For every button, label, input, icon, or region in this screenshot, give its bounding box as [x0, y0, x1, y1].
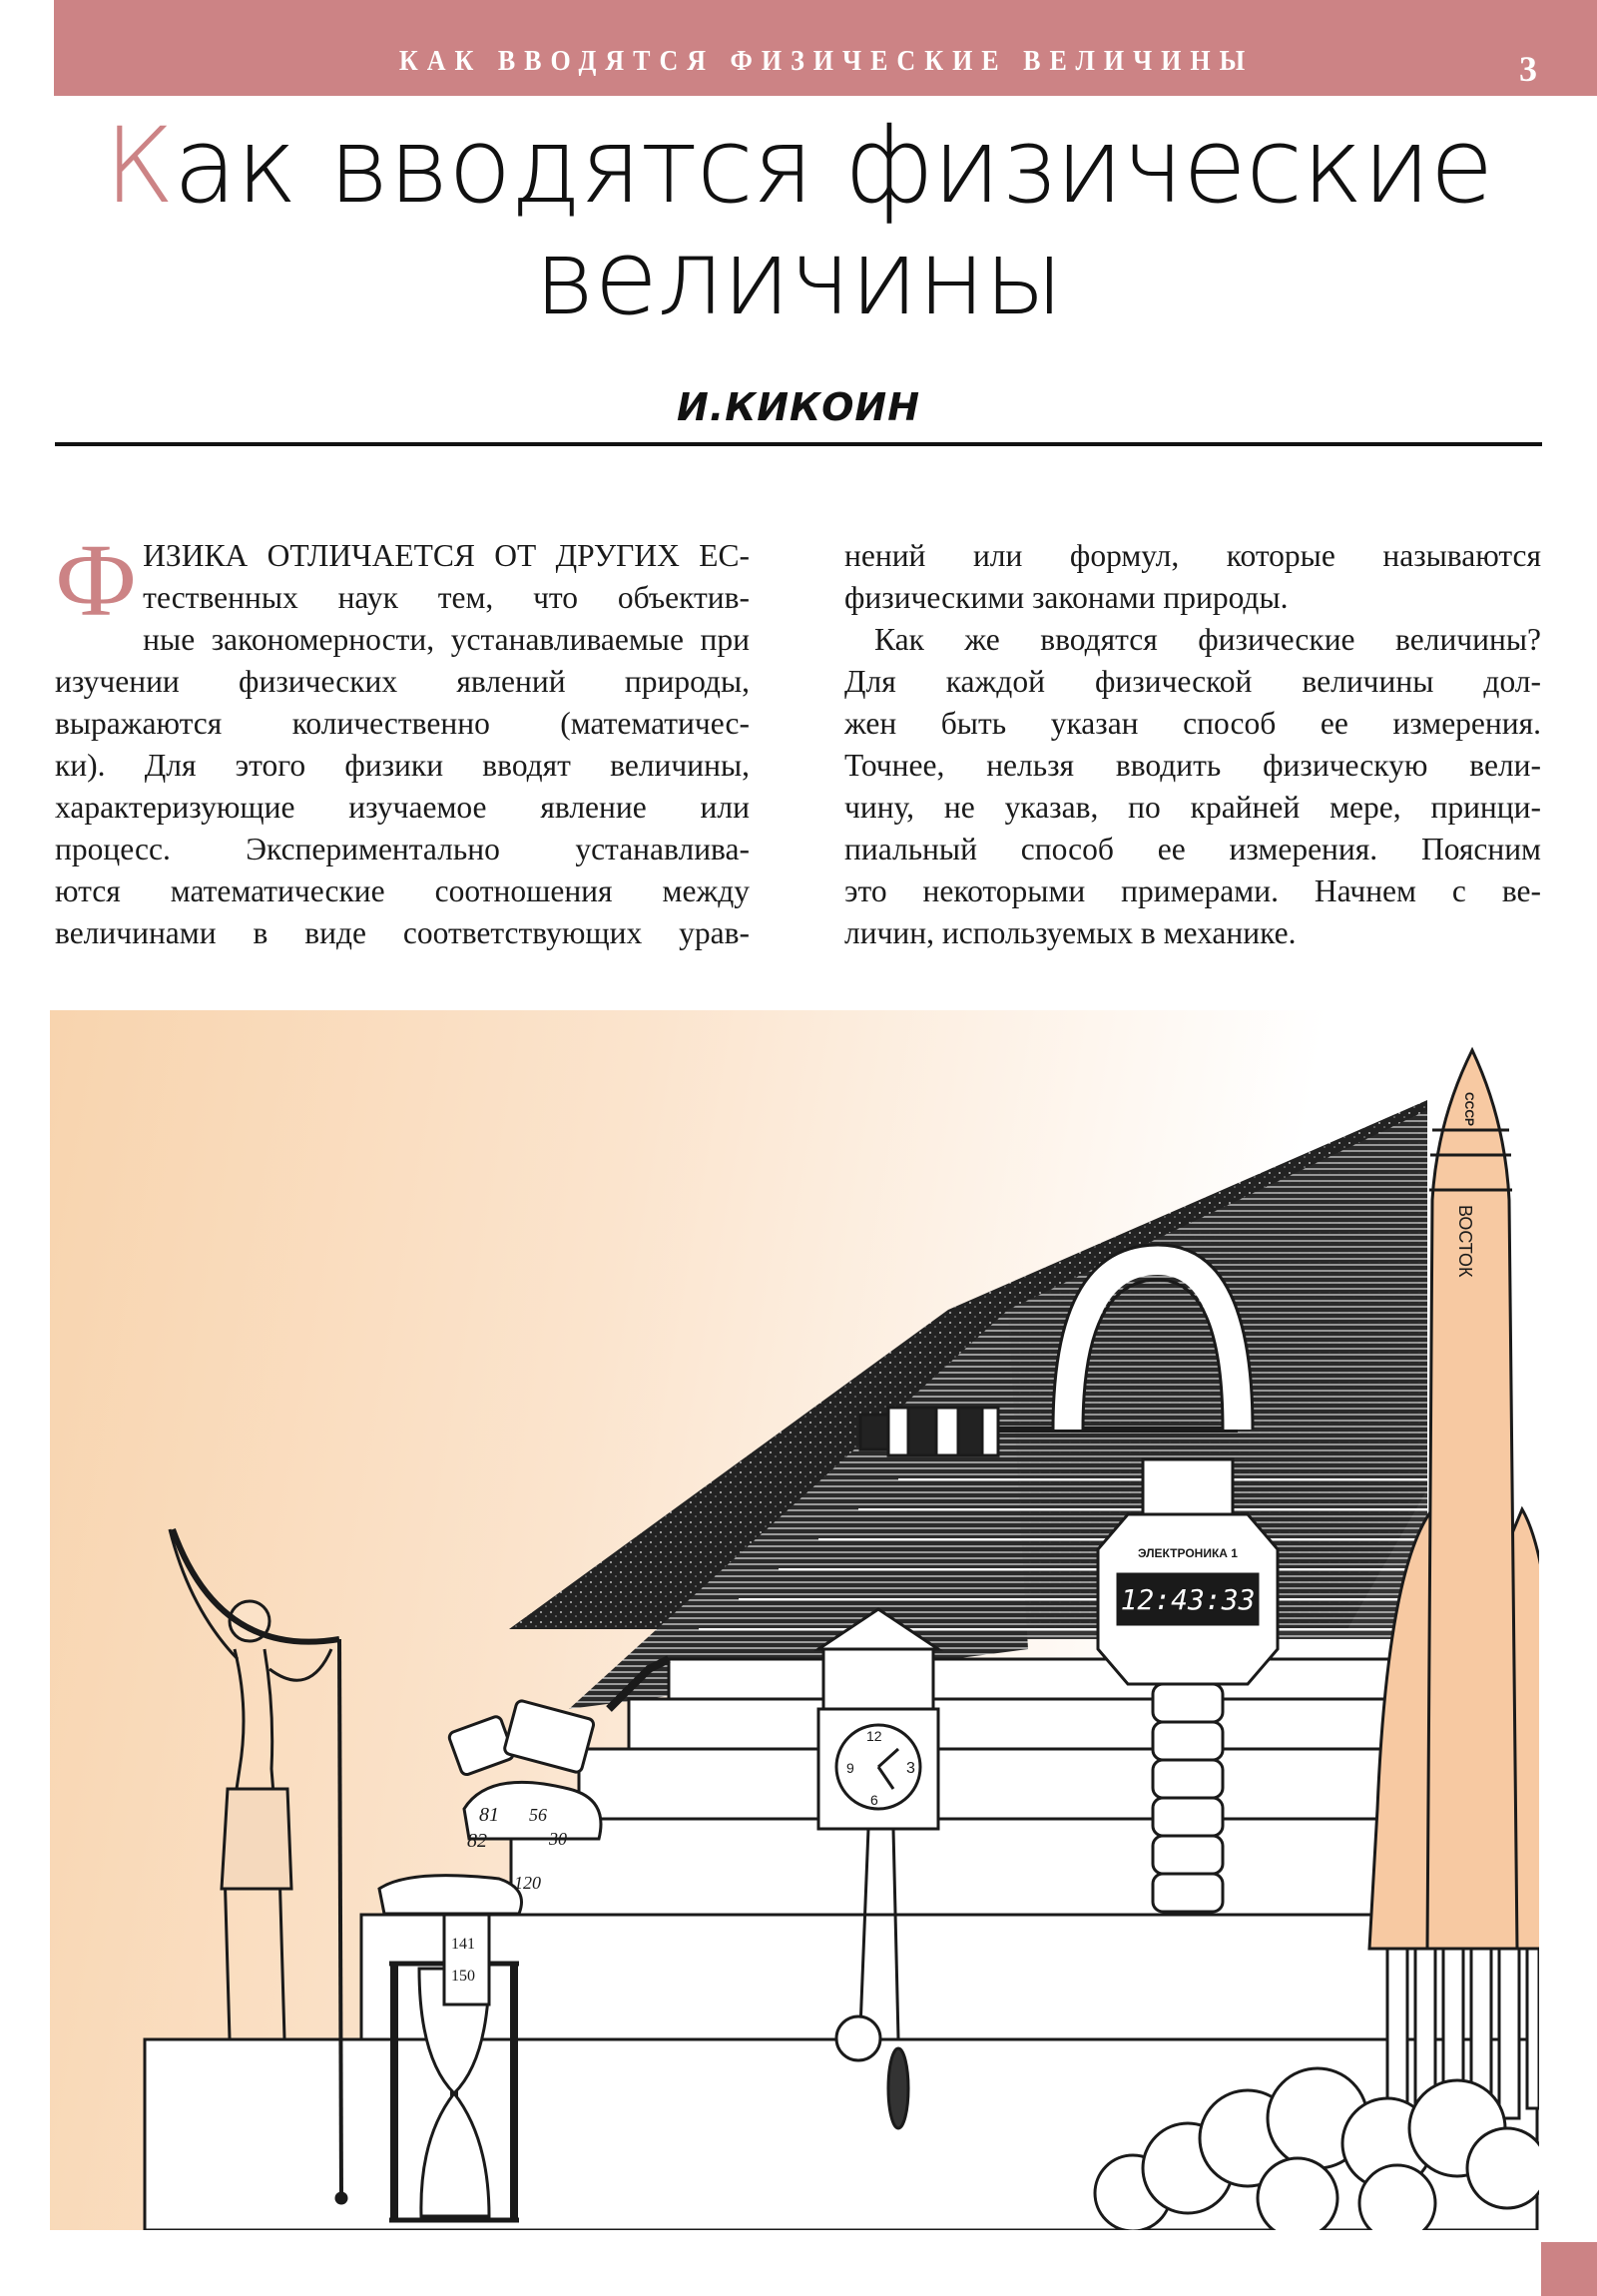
svg-text:82: 82 — [467, 1830, 487, 1852]
article-title — [100, 105, 1497, 338]
svg-text:120: 120 — [514, 1873, 541, 1893]
author-name: И.КИКОИН — [676, 385, 921, 429]
svg-text:12: 12 — [866, 1728, 882, 1744]
measurement-staircase-illustration — [50, 1010, 1539, 2230]
svg-text:ВОСТОК: ВОСТОК — [1455, 1205, 1475, 1278]
illustration-drawing — [50, 1010, 1539, 2230]
svg-text:9: 9 — [846, 1760, 854, 1776]
svg-text:81: 81 — [479, 1804, 499, 1826]
svg-text:6: 6 — [870, 1792, 878, 1808]
svg-text:СССР: СССР — [1462, 1092, 1476, 1127]
page-number: 3 — [1519, 49, 1537, 89]
text-line: характеризующие изучаемое явление или — [55, 790, 750, 825]
text-line: ки). Для этого физики вводят величины, — [55, 748, 750, 783]
svg-text:30: 30 — [549, 1829, 567, 1849]
text-line: выражаются количественно (математичес- — [55, 706, 750, 741]
text-line: изучении физических явлений природы, — [55, 664, 750, 699]
pyramid-shadow — [509, 1100, 1427, 1709]
svg-text:150: 150 — [451, 1968, 475, 1985]
body-column-right — [844, 535, 1541, 954]
running-title: КАК ВВОДЯТСЯ ФИЗИЧЕСКИЕ ВЕЛИЧИНЫ — [398, 44, 1255, 77]
text-line: жен быть указан способ ее измерения. — [844, 706, 1541, 741]
text-line: Как же вводятся физические величины? — [874, 622, 1541, 657]
text-line: нений или формул, которые называются — [844, 538, 1541, 573]
text-line: это некоторыми примерами. Начнем с ве- — [844, 873, 1541, 908]
text-line: Точнее, нельзя вводить физическую вели- — [844, 748, 1541, 783]
drop-cap: Ф — [55, 523, 138, 638]
text-line: физическими законами природы. — [844, 580, 1289, 615]
text-line: ИЗИКА ОТЛИЧАЕТСЯ ОТ ДРУГИХ ЕС- — [143, 538, 750, 573]
title-initial: К — [104, 105, 174, 227]
body-column-left — [55, 523, 750, 954]
page-corner-marker — [1541, 2242, 1597, 2296]
svg-text:3: 3 — [906, 1760, 915, 1777]
svg-text:56: 56 — [529, 1805, 547, 1825]
header-bar — [54, 0, 1597, 96]
title-line-2: величины — [534, 217, 1063, 338]
svg-text:ЭЛЕКТРОНИКА 1: ЭЛЕКТРОНИКА 1 — [1138, 1546, 1238, 1560]
text-line: величинами в виде соответствующих урав- — [55, 915, 750, 950]
text-line: процесс. Экспериментально устанавлива- — [55, 832, 750, 866]
text-line: ные закономерности, устанавливаемые при — [143, 622, 750, 657]
svg-text:141: 141 — [451, 1936, 475, 1953]
text-line: личин, используемых в механике. — [844, 915, 1297, 950]
text-line: пиальный способ ее измерения. Поясним — [844, 832, 1541, 866]
title-line-1: ак вводятся физические — [173, 105, 1493, 227]
author-divider — [55, 442, 1542, 446]
svg-text:12:43:33: 12:43:33 — [1120, 1583, 1256, 1616]
text-line: Для каждой физической величины дол- — [844, 664, 1541, 699]
text-line: тественных наук тем, что объектив- — [143, 580, 750, 615]
text-line: чину, не указав, по крайней мере, принци- — [844, 790, 1541, 825]
text-line: ются математические соотношения между — [55, 873, 750, 908]
